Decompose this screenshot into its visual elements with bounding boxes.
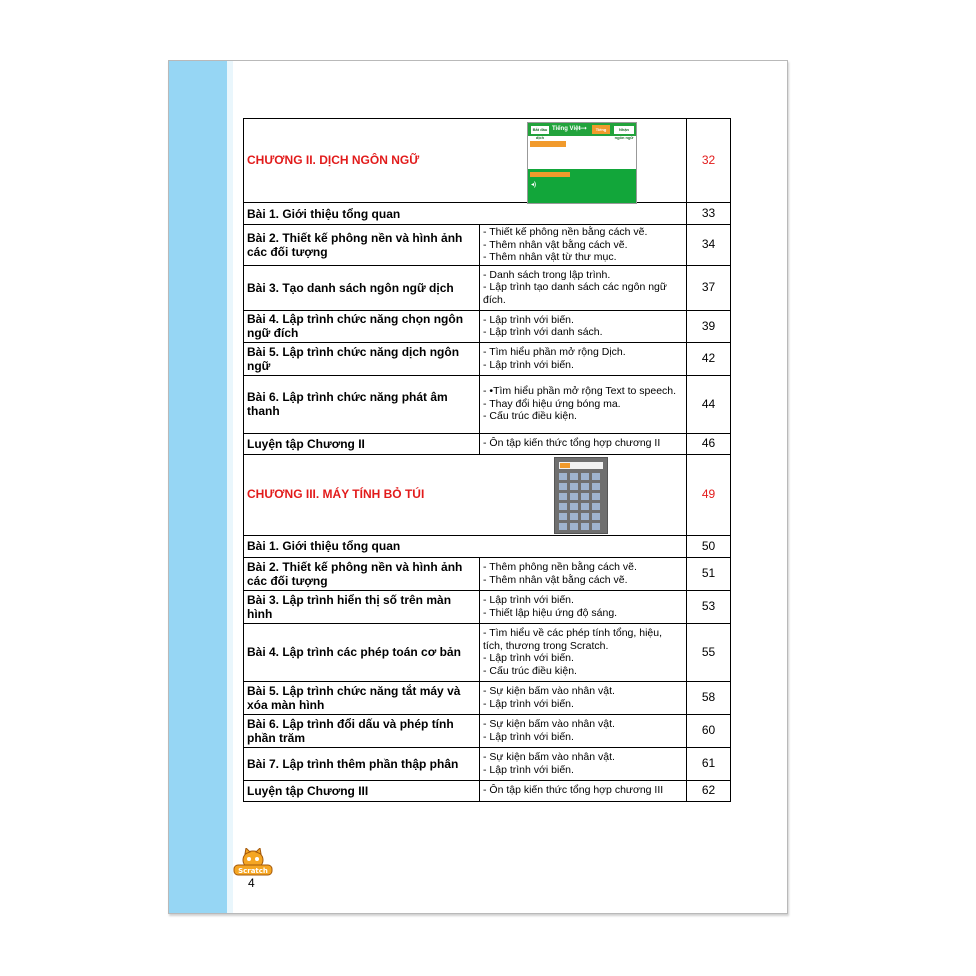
lesson-page: 50: [687, 535, 731, 557]
lesson-page: 53: [687, 590, 731, 623]
arrow-icon: ⟶: [578, 126, 587, 132]
calculator-key: [559, 473, 567, 480]
calculator-key: [570, 493, 578, 500]
lesson-title: Bài 2. Thiết kế phông nền và hình ảnh các đối tượng: [244, 557, 480, 590]
chapter-page: 32: [687, 119, 731, 203]
lesson-title: Bài 1. Giới thiệu tổng quan: [244, 535, 687, 557]
speaker-icon: ◂): [531, 182, 537, 188]
table-row: [244, 681, 731, 714]
lesson-desc: - Lập trình với biến. - Thiết lập hiệu ứng độ sáng.: [480, 590, 687, 623]
lesson-desc: - Lập trình với biến. - Lập trình với danh sách.: [480, 310, 687, 342]
lesson-page: 60: [687, 714, 731, 747]
thumb-label-receive: Nhận ngôn ngữ: [614, 127, 634, 140]
lesson-page: 55: [687, 623, 731, 681]
chapter-title: CHƯƠNG II. DỊCH NGÔN NGỮ: [247, 153, 420, 167]
calculator-key: [559, 503, 567, 510]
lesson-desc: - Danh sách trong lập trình. - Lập trình tạo danh sách các ngôn ngữ đích.: [480, 265, 687, 310]
calculator-key: [592, 493, 600, 500]
calculator-key: [581, 513, 589, 520]
lesson-page: 33: [687, 203, 731, 225]
book-page: [168, 60, 788, 914]
lesson-page: 46: [687, 433, 731, 454]
translator-thumbnail: [527, 122, 637, 204]
table-row: [244, 310, 731, 342]
lesson-title: Luyện tập Chương II: [244, 433, 480, 454]
lesson-desc: - Sự kiện bấm vào nhân vật. - Lập trình với biến.: [480, 747, 687, 780]
calculator-key: [592, 473, 600, 480]
chapter-row: [244, 454, 731, 535]
table-row: [244, 535, 731, 557]
chapter-row: [244, 119, 731, 203]
thumb-green-stage: [528, 169, 636, 203]
lesson-page: 42: [687, 342, 731, 375]
table-row: [244, 375, 731, 433]
chapter-title-cell: [244, 454, 687, 535]
calculator-key: [592, 513, 600, 520]
lesson-page: 34: [687, 225, 731, 266]
calculator-key: [559, 483, 567, 490]
table-row: [244, 265, 731, 310]
calculator-thumbnail: [554, 457, 608, 534]
thumb-label-source: Tiếng Việt: [552, 126, 581, 132]
thumb-orange-block: [530, 141, 566, 147]
thumb-label-start: Bắt đầu dịch: [530, 125, 550, 135]
lesson-page: 51: [687, 557, 731, 590]
lesson-page: 39: [687, 310, 731, 342]
page-side-stripe-light: [227, 61, 233, 913]
thumb-label-target: Tiếng Anh: [592, 125, 610, 134]
lesson-desc: - Thêm phông nền bằng cách vẽ. - Thêm nhân vật bằng cách vẽ.: [480, 557, 687, 590]
page-side-stripe: [169, 61, 227, 913]
lesson-title: Bài 1. Giới thiệu tổng quan: [244, 203, 687, 225]
table-row: [244, 225, 731, 266]
table-row: [244, 623, 731, 681]
table-row: [244, 590, 731, 623]
lesson-title: Bài 5. Lập trình chức năng dịch ngôn ngữ: [244, 342, 480, 375]
lesson-desc: - Thiết kế phông nền bằng cách vẽ. - Thêm nhân vật bằng cách vẽ. - Thêm nhân vật từ thư mục.: [480, 225, 687, 266]
lesson-page: 61: [687, 747, 731, 780]
calculator-key: [581, 503, 589, 510]
calculator-key: [581, 523, 589, 530]
lesson-title: Bài 4. Lập trình chức năng chọn ngôn ngữ đích: [244, 310, 480, 342]
page-number: 4: [248, 876, 255, 890]
table-row: [244, 780, 731, 801]
lesson-desc: - Ôn tập kiến thức tổng hợp chương II: [480, 433, 687, 454]
table-of-contents: [243, 118, 731, 802]
calculator-key: [592, 503, 600, 510]
calculator-key: [581, 493, 589, 500]
lesson-title: Bài 7. Lập trình thêm phần thập phân: [244, 747, 480, 780]
lesson-page: 62: [687, 780, 731, 801]
lesson-title: Bài 3. Tạo danh sách ngôn ngữ dịch: [244, 265, 480, 310]
calculator-key: [592, 483, 600, 490]
calculator-key: [592, 523, 600, 530]
table-row: [244, 342, 731, 375]
lesson-title: Bài 2. Thiết kế phông nền và hình ảnh các đối tượng: [244, 225, 480, 266]
lesson-desc: - Ôn tập kiến thức tổng hợp chương III: [480, 780, 687, 801]
calculator-key: [581, 473, 589, 480]
calculator-key: [559, 523, 567, 530]
lesson-title: Bài 6. Lập trình đổi dấu và phép tính phần trăm: [244, 714, 480, 747]
calculator-key: [559, 513, 567, 520]
calculator-key: [559, 493, 567, 500]
calculator-key: [570, 513, 578, 520]
lesson-title: Luyện tập Chương III: [244, 780, 480, 801]
lesson-title: Bài 5. Lập trình chức năng tắt máy và xóa màn hình: [244, 681, 480, 714]
lesson-page: 37: [687, 265, 731, 310]
lesson-page: 58: [687, 681, 731, 714]
lesson-desc: - Tìm hiểu về các phép tính tổng, hiệu, tích, thương trong Scratch. - Lập trình với biến. - Cấu trúc điều kiện.: [480, 623, 687, 681]
mascot-text: Scratch: [238, 867, 268, 875]
chapter-page: 49: [687, 454, 731, 535]
calculator-key: [570, 483, 578, 490]
lesson-title: Bài 6. Lập trình chức năng phát âm thanh: [244, 375, 480, 433]
lesson-desc: - Tìm hiểu phần mở rộng Dịch. - Lập trình với biến.: [480, 342, 687, 375]
calculator-key: [570, 523, 578, 530]
lesson-title: Bài 3. Lập trình hiển thị số trên màn hình: [244, 590, 480, 623]
table-row: [244, 203, 731, 225]
lesson-page: 44: [687, 375, 731, 433]
table-row: [244, 557, 731, 590]
table-row: [244, 714, 731, 747]
table-row: [244, 747, 731, 780]
calculator-key: [581, 483, 589, 490]
lesson-desc: - Sự kiện bấm vào nhân vật. - Lập trình với biến.: [480, 681, 687, 714]
calculator-key: [570, 503, 578, 510]
table-row: [244, 433, 731, 454]
chapter-title: CHƯƠNG III. MÁY TÍNH BỎ TÚI: [247, 487, 425, 501]
lesson-desc: - •Tìm hiểu phần mở rộng Text to speech. - Thay đổi hiệu ứng bóng ma. - Cấu trúc điều kiện.: [480, 375, 687, 433]
lesson-title: Bài 4. Lập trình các phép toán cơ bản: [244, 623, 480, 681]
chapter-title-cell: [244, 119, 687, 203]
calculator-key: [570, 473, 578, 480]
lesson-desc: - Sự kiện bấm vào nhân vật. - Lập trình với biến.: [480, 714, 687, 747]
